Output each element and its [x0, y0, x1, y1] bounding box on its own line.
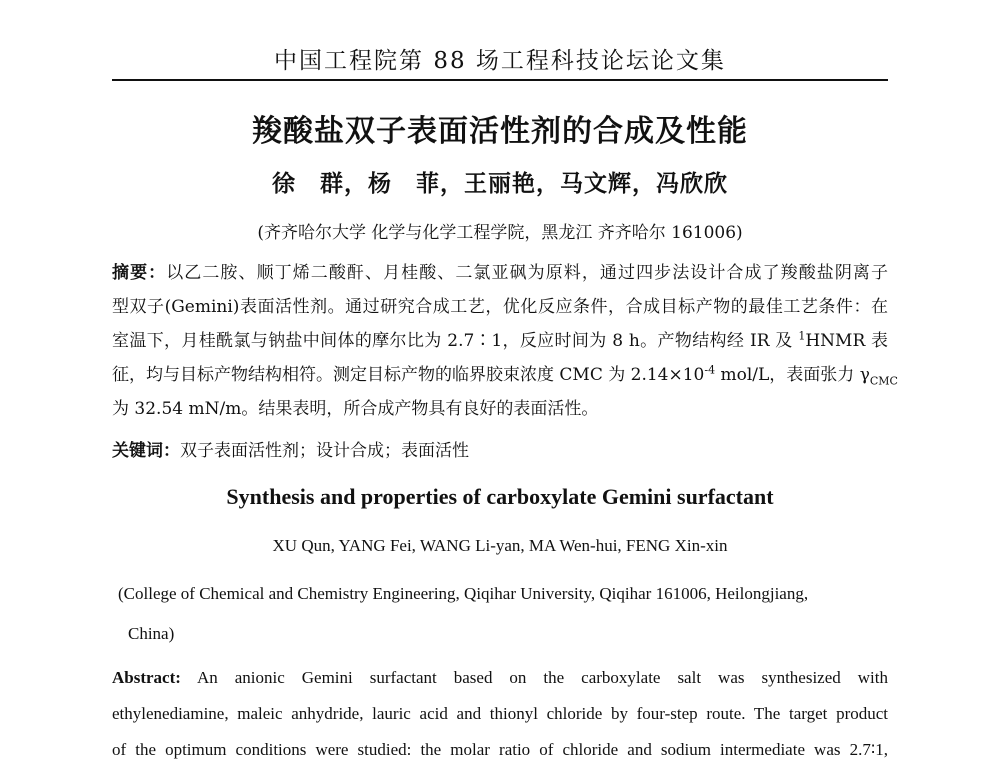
- affiliation-cn: (齐齐哈尔大学 化学与化学工程学院，黑龙江 齐齐哈尔 161006): [257, 223, 743, 243]
- keywords-cn: [112, 438, 888, 464]
- abstract-cn-line: 型双子(Gemini)表面活性剂。通过研究合成工艺，优化反应条件，合成目标产物的最佳工艺条件：在: [112, 297, 888, 317]
- abstract-cn-line: 为 32.54 mN/m。结果表明，所合成产物具有良好的表面活性。: [112, 399, 599, 419]
- paper-title-en: Synthesis and properties of carboxylate Gemini surfactant: [226, 484, 774, 509]
- keywords-cn-text: 双子表面活性剂；设计合成；表面活性: [180, 441, 469, 461]
- abstract-en-line: of the optimum conditions were studied: the molar ratio of chloride and sodium intermediate was 2.7∶1,: [112, 740, 888, 759]
- paper-title-cn: 羧酸盐双子表面活性剂的合成及性能: [252, 114, 748, 149]
- abstract-cn: [112, 256, 898, 426]
- affiliation-en-line: China): [128, 624, 175, 643]
- journal-header: 中国工程院第 88 场工程科技论坛论文集: [274, 48, 726, 74]
- authors-cn: 徐 群，杨 菲，王丽艳，马文辉，冯欣欣: [272, 170, 728, 197]
- abstract-cn-line: 征，均与目标产物结构相符。测定目标产物的临界胶束浓度 CMC 为 $2.14\times 10^{-4}$ mol/L，表面张力 $\gamma_{CMC}$: [112, 363, 898, 388]
- affiliation-en: [118, 574, 888, 654]
- abstract-cn-line: 摘要：以乙二胺、顺丁烯二酸酐、月桂酸、二氯亚砜为原料，通过四步法设计合成了羧酸盐阴离子: [112, 263, 889, 283]
- header-rule: [112, 79, 888, 81]
- abstract-en-line: ethylenediamine, maleic anhydride, lauric acid and thionyl chloride by four-step route. The target product: [112, 704, 888, 723]
- abstract-cn-label: 摘要：: [112, 263, 167, 283]
- abstract-en: [112, 660, 888, 768]
- authors-en: XU Qun, YANG Fei, WANG Li-yan, MA Wen-hui, FENG Xin-xin: [272, 536, 728, 555]
- affiliation-en-line: (College of Chemical and Chemistry Engineering, Qiqihar University, Qiqihar 161006, Heilongjiang,: [118, 584, 809, 603]
- abstract-cn-line: 室温下，月桂酰氯与钠盐中间体的摩尔比为 2.7∶1，反应时间为 8 h。产物结构经 IR 及 $^1$HNMR 表: [112, 329, 888, 351]
- abstract-en-line: Abstract: An anionic Gemini surfactant based on the carboxylate salt was synthesized with: [112, 668, 888, 687]
- abstract-en-label: Abstract:: [112, 668, 181, 687]
- keywords-cn-label: 关键词：: [112, 441, 180, 461]
